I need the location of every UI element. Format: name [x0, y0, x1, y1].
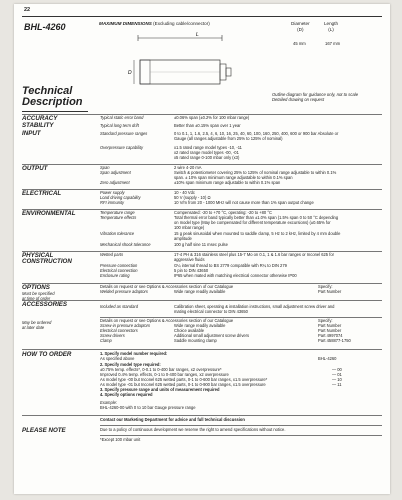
row-value: Better than ±0.15% span over 1 year: [174, 123, 241, 128]
row-value: Compensated: -20 to +70 °C, operating: -20 to +80 °C: [174, 210, 272, 215]
order-step-3: 3. Specify pressure range and units of measurement required: [100, 387, 220, 392]
row-label: Span: [100, 165, 110, 170]
row-spec: Part Number: [318, 289, 342, 294]
row-label: Temperature range: [100, 210, 135, 215]
row-label: Included as standard: [100, 304, 139, 309]
value-line: amplitude: [174, 235, 192, 241]
divider: [22, 415, 382, 416]
row-value: [174, 253, 380, 263]
section-physical-construction: [22, 253, 72, 266]
order-type-text: As model type -01 but Inconel 625 wetted parts, 0-1 to 0-900 bar ranges, x1.5 overpressure: [100, 382, 266, 387]
row-label: Welded pressure adaptors: [100, 289, 148, 294]
row-value: IP65 when mated with matching electrical connector otherwise IP00: [174, 273, 297, 278]
section-electrical: ELECTRICAL: [22, 190, 62, 197]
value-line: x5 rated range 0-100 mbar only (x3): [174, 154, 240, 160]
order-step-4: 4. Specify options required: [100, 392, 153, 397]
row-value: Wide range readily available: [174, 323, 226, 328]
row-value: Saddle mounting clamp: [174, 338, 217, 343]
row-label: Screw-in pressure adaptors: [100, 323, 151, 328]
row-value: Choice available: [174, 328, 205, 333]
divider: [100, 435, 382, 436]
row-spec: Specify:: [318, 318, 333, 323]
value-line: mating electrical connector to DIN 43650: [174, 308, 248, 314]
order-step-1: 1. Specify model number required:: [100, 351, 168, 356]
note-line: at time of order: [22, 295, 51, 301]
note-line: at later date: [22, 324, 45, 330]
value-line: 15 g peak sinusoidal when mounted to saddle clamp, 5 Hz to 2 kHz, limited by 4 mm double: [174, 231, 341, 236]
technical-description-title: [22, 86, 83, 108]
divider: [22, 189, 382, 190]
diameter-symbol: (D): [297, 26, 304, 32]
value-line: Total thermal error band typically better than ±1.0% span (1.5% span 0 to 50 °C depending: [174, 215, 339, 220]
value-line: Calibration sheet, operating & installation instructions, small adjustment screw driver and: [174, 304, 335, 309]
note-exception: *Except 100 mbar unit: [100, 437, 141, 442]
outline-note-line-1: Outline diagram for guidance only, not to scale: [272, 92, 359, 97]
row-label: RFI immunity: [100, 200, 125, 205]
section-please-note: PLEASE NOTE: [22, 427, 66, 434]
length-label: Length: [324, 21, 339, 26]
datasheet-page: [14, 4, 390, 494]
order-type-text: Improved 0.4% temp. effects, 0-1 to 0-400 bar ranges, x2 overpressure: [100, 372, 229, 377]
value-line: 100 mbar range): [174, 224, 205, 230]
order-type-code: — 01: [332, 372, 342, 377]
row-value: Wide range readily available: [174, 289, 226, 294]
section-input: INPUT: [22, 130, 41, 137]
value-line: Switch & potentiometer covering 25% to 125% of nominal range adjustable to within 0.1%: [174, 170, 337, 175]
row-label: Wetted parts: [100, 252, 124, 257]
row-value: 10 - 40 Vdc: [174, 190, 195, 195]
order-step-1-text: As specified above: [100, 356, 135, 361]
row-label: Standard pressure ranges: [100, 131, 148, 136]
note-line: Must be specified: [22, 291, 55, 296]
section-line: CONSTRUCTION: [22, 258, 72, 266]
order-example-value: BHL-4260-00 with 0 to 10 bar Gauge pressure range: [100, 405, 196, 410]
title-rule: [22, 111, 88, 112]
value-line: 0 to 0.1, 1, 1.6, 2.5, 4, 6, 10, 16, 25, 40, 60, 100, 160, 250, 400, 600 or 900 bar Absolute or: [174, 131, 339, 136]
diameter-value: 45 mm: [293, 41, 306, 46]
diameter-label: Diameter: [291, 21, 310, 26]
length-header: [324, 21, 338, 32]
row-label: Vibration tolerance: [100, 231, 135, 236]
divider: [22, 164, 382, 165]
section-options: OPTIONS: [22, 284, 50, 291]
note-policy: Due to a policy of continuous development we reserve the right to amend specifications without notice.: [100, 427, 286, 432]
row-value: [174, 232, 380, 242]
max-dimensions-heading: [99, 21, 210, 26]
row-label: Power supply: [100, 190, 125, 195]
diameter-dim-label: D: [128, 70, 132, 76]
max-dimensions-title: MAXIMUM DIMENSIONS: [99, 21, 152, 26]
row-spec: Specify:: [318, 284, 333, 289]
section-how-to-order: HOW TO ORDER: [22, 351, 72, 358]
section-accuracy: ACCURACY: [22, 115, 58, 122]
value-line: span. ± 10% span minimum range adjustable to within 0.1% span: [174, 174, 293, 180]
row-label: Details on request or see Options & Accessories section of our Catalogue: [100, 284, 234, 289]
tech-title-line-2: Description: [22, 96, 83, 108]
order-model-code: BHL-4260: [318, 356, 337, 361]
row-label: Clamp: [100, 338, 112, 343]
row-value: [174, 216, 380, 231]
value-line: Gauge (all ranges adjustable from 25% to 125% of nominal): [174, 135, 283, 141]
order-type-text: ±0.75% temp. effects*, 0-0.1 to 0-400 bar ranges, x2 overpressure*: [100, 367, 222, 372]
row-label: Details on request or see Options & Accessories section of our Catalogue: [100, 318, 234, 323]
row-label: Temperature effects: [100, 215, 137, 220]
model-title: BHL-4260: [24, 22, 66, 32]
row-value: 5 pin to DIN 43650: [174, 268, 209, 273]
row-value: 100 g half sine 11 msec pulse: [174, 242, 228, 247]
section-environmental: ENVIRONMENTAL: [22, 210, 76, 217]
accessories-note: [22, 321, 51, 331]
row-label: Span adjustment: [100, 170, 131, 175]
order-type-code: — 10: [332, 377, 342, 382]
row-spec: Part Number: [318, 328, 342, 333]
page-number: 22: [24, 7, 31, 13]
row-value: 2 wire 4-20 mA: [174, 165, 202, 170]
row-value: Additional small adjustment screw drivers: [174, 333, 250, 338]
row-spec: Part Number: [318, 323, 342, 328]
section-output: OUTPUT: [22, 165, 48, 172]
length-dim-label: L: [196, 32, 199, 38]
value-line: x2 rated range model types -00, -01: [174, 149, 239, 155]
value-line: x1.5 rated range model types -10, -11: [174, 145, 242, 150]
row-label: Load driving capability: [100, 195, 141, 200]
row-label: Typical long term drift: [100, 123, 139, 128]
length-symbol: (L): [328, 26, 334, 32]
divider: [22, 349, 382, 350]
row-value: G¼ internal thread to BS 2779 compatible with R¼ to DIN 279: [174, 263, 287, 268]
row-label: Screw drivers: [100, 333, 125, 338]
row-label: Overpressure capability: [100, 145, 144, 150]
value-line: on model type (May be compensated for different temperature excursions) (±0.65% for: [174, 219, 331, 225]
section-line: PHYSICAL: [22, 252, 54, 259]
row-value: [174, 305, 380, 315]
row-label: Zero adjustment: [100, 180, 130, 185]
row-spec: Part 4997074: [318, 333, 343, 338]
length-value: 167 mm: [325, 41, 341, 46]
row-spec: Part 458877-1750: [318, 338, 351, 343]
order-type-code: — 00: [332, 367, 342, 372]
row-label: Electrical connection: [100, 268, 138, 273]
value-line: aggressive fluids: [174, 256, 205, 262]
section-stability: STABILITY: [22, 122, 54, 129]
row-value: ±10% span minimum range adjustable to within 0.1% span: [174, 180, 281, 185]
note-line: May be ordered: [22, 320, 52, 325]
order-step-2: 2. Specify model type required:: [100, 362, 161, 367]
order-example-label: Example:: [100, 400, 118, 405]
row-label: Mechanical shock tolerance: [100, 242, 151, 247]
row-value: [174, 132, 380, 142]
row-label: Enclosure rating: [100, 273, 130, 278]
section-accessories: ACCESSORIES: [22, 301, 68, 308]
row-value: [174, 146, 380, 161]
note-contact: Contact our Marketing Department for advice and full technical discussion: [100, 417, 245, 422]
order-type-code: — 11: [332, 382, 342, 387]
value-line: 17-4 PH & 316 stainless steel plus 15-7 Mo on 0.1, 1 & 1.6 bar ranges or Inconel 625 for: [174, 252, 334, 257]
outline-note-line-2: Detailed drawing on request: [272, 97, 325, 103]
tech-title-line-1: Technical: [22, 85, 73, 97]
outline-drawing: [126, 30, 266, 92]
top-rule: [22, 16, 382, 17]
max-dimensions-note: (Excluding cable/connector): [153, 21, 210, 26]
divider: [100, 425, 382, 426]
row-value: ±0.06% span (±0.2% for 100 mbar range): [174, 115, 250, 120]
diameter-header: [291, 21, 310, 32]
outline-note: [272, 92, 358, 103]
row-label: Pressure connection: [100, 263, 138, 268]
row-label: Electrical connectors: [100, 328, 138, 333]
order-type-text: As model type -00 but Inconel 625 wetted parts, 0-1 to 0-600 bar ranges, x1.5 overpressure*: [100, 377, 268, 382]
divider: [22, 300, 382, 301]
row-label: Typical static error band: [100, 115, 144, 120]
row-value: 50 V (supply - 10) Ω: [174, 195, 211, 200]
row-value: 10 V/m from 20 - 1000 MHz will not cause more than 1% span output change: [174, 200, 314, 205]
